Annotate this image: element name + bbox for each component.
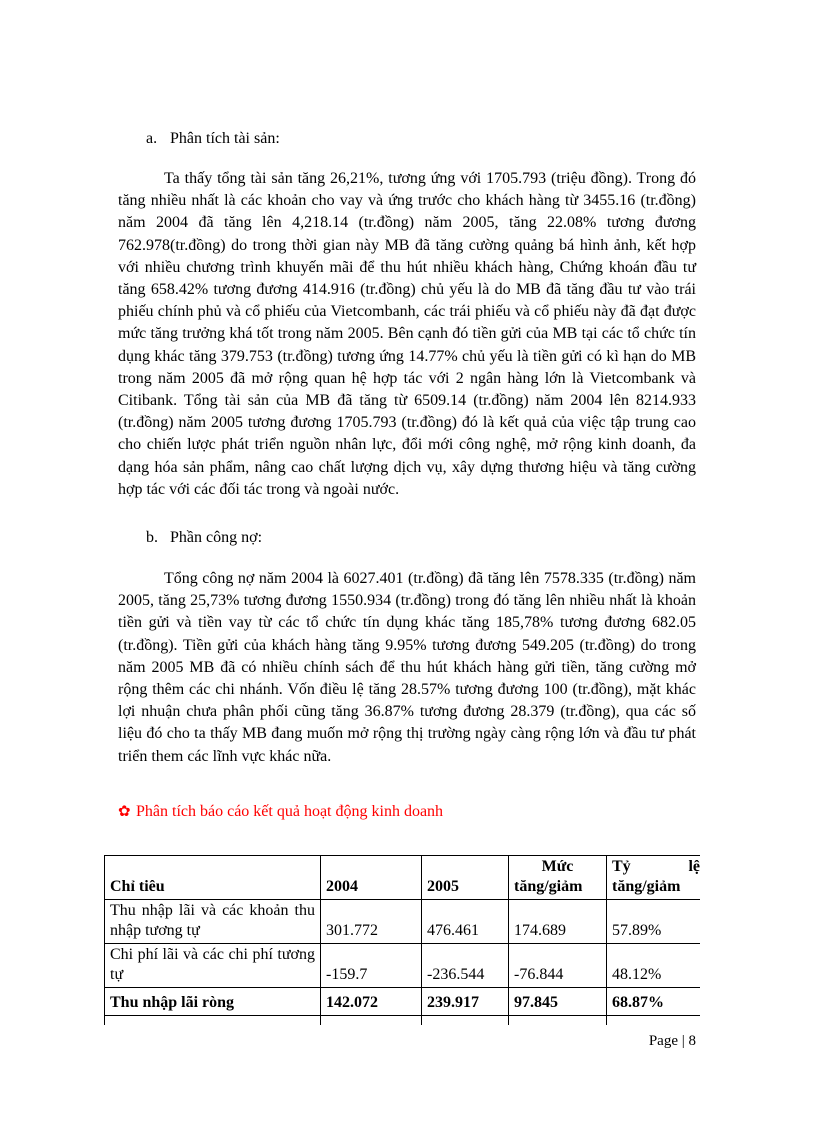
table-cell: -159.7 — [321, 944, 422, 988]
table-cell: 142.072 — [321, 988, 422, 1016]
section-b-label: b. — [146, 529, 158, 546]
section-c-title: Phân tích báo cáo kết quả hoạt động kinh doanh — [136, 803, 444, 820]
table-cell: 57.89% — [607, 900, 701, 944]
table-cell: Thu nhập lãi ròng — [105, 988, 321, 1016]
section-b-title: Phần công nợ: — [170, 529, 263, 546]
section-a-label: a. — [146, 130, 158, 147]
section-a-heading — [146, 128, 280, 150]
table-header-cell: 2005 — [422, 856, 509, 900]
table-cell: 97.845 — [509, 988, 607, 1016]
table-cell: 68.87% — [607, 988, 701, 1016]
table-header-cell — [509, 856, 607, 900]
table-cell — [321, 1016, 422, 1026]
table-row — [105, 988, 701, 1016]
page-number: Page | 8 — [648, 1033, 696, 1049]
section-b-paragraph: Tổng công nợ năm 2004 là 6027.401 (tr.đồng) đã tăng lên 7578.335 (tr.đồng) năm 2005, tăng 25,73% tương đương 1550.934 (tr.đồng) trong đó tăng lên nhiều nhất là khoản tiền gửi và tiền vay từ các tổ chức tín dụng khác tăng 185,78% tương đương 682.05 (tr.đồng). Tiền gửi của khách hàng tăng 9.95% tương đương 549.205 (tr.đồng) do trong năm 2005 MB đã có nhiều chính sách để thu hút khách hàng gửi tiền, tăng cường mở rộng thêm các chi nhánh. Vốn điều lệ tăng 28.57% tương đương 100 (tr.đồng), mặt khác lợi nhuận chưa phân phối cũng tăng 36.87% tương đương 28.379 (tr.đồng), qua các số liệu đó cho ta thấy MB đang muốn mở rộng thị trường ngày càng rộng lớn và đầu tư phát triển them các lĩnh vực khác nữa. — [118, 570, 696, 765]
table-row — [105, 944, 701, 988]
header-line: tăng/giảm — [612, 878, 681, 895]
header-word: Tỷ — [612, 858, 631, 875]
header-word: lệ — [688, 858, 700, 875]
flower-bullet-icon: ✿ — [118, 804, 131, 820]
table-cell: 48.12% — [607, 944, 701, 988]
table-header-cell: 2004 — [321, 856, 422, 900]
income-table — [104, 855, 700, 1025]
table-header-row — [105, 856, 701, 900]
table-cell — [422, 1016, 509, 1026]
table-cell: Thu nhập lãi và các khoản thu nhập tương tự — [105, 900, 321, 944]
income-table-wrapper — [104, 855, 700, 1025]
header-line: Mức — [541, 858, 574, 875]
section-b-heading — [146, 527, 262, 549]
table-cell: 301.772 — [321, 900, 422, 944]
header-line: tăng/giảm — [514, 878, 583, 895]
table-cell: Chi phí lãi và các chi phí tương tự — [105, 944, 321, 988]
table-header-cell — [607, 856, 701, 900]
table-cell: 239.917 — [422, 988, 509, 1016]
table-cell — [509, 1016, 607, 1026]
table-row — [105, 900, 701, 944]
table-row-continued — [105, 1016, 701, 1026]
section-a-title: Phân tích tài sản: — [170, 130, 280, 147]
table-cell: 174.689 — [509, 900, 607, 944]
table-cell: -236.544 — [422, 944, 509, 988]
table-cell: -76.844 — [509, 944, 607, 988]
section-a-paragraph: Ta thấy tổng tài sản tăng 26,21%, tương ứng với 1705.793 (triệu đồng). Trong đó tăng nhiều nhất là các khoản cho vay và ứng trước cho khách hàng từ 3455.16 (tr.đồng) năm 2004 đã tăng lên 4,218.14 (tr.đồng) năm 2005, tăng 22.08% tương đương 762.978(tr.đồng) do trong thời gian này MB đã tăng cường quảng bá hình ảnh, kết hợp với nhiều chương trình khuyến mãi để thu hút nhiều khách hàng, Chứng khoán đầu tư tăng 658.42% tương đương 414.916 (tr.đồng) chủ yếu là do MB đã tăng đầu tư vào trái phiếu chính phủ và cổ phiếu của Vietcombanh, các trái phiếu và cổ phiếu này đã đạt được mức tăng trưởng khá tốt trong năm 2005. Bên cạnh đó tiền gửi của MB tại các tổ chức tín dụng khác tăng 379.753 (tr.đồng) tương ứng 14.77% chủ yếu là tiền gửi có kì hạn do MB trong năm 2005 đã mở rộng quan hệ hợp tác với 2 ngân hàng lớn là Vietcombank và Citibank. Tổng tài sản của MB đã tăng từ 6509.14 (tr.đồng) năm 2004 lên 8214.933 (tr.đồng) năm 2005 tương đương 1705.793 (tr.đồng) đó là kết quả của việc tập trung cao cho chiến lược phát triển nguồn nhân lực, đổi mới công nghệ, mở rộng kinh doanh, đa dạng hóa sản phẩm, nâng cao chất lượng dịch vụ, xây dựng thương hiệu và tăng cường hợp tác với các đối tác trong và ngoài nước. — [118, 170, 696, 498]
section-c-heading — [118, 801, 443, 823]
table-cell — [607, 1016, 701, 1026]
table-cell — [105, 1016, 321, 1026]
header-line — [612, 857, 700, 877]
table-cell: 476.461 — [422, 900, 509, 944]
table-header-cell: Chỉ tiêu — [105, 856, 321, 900]
